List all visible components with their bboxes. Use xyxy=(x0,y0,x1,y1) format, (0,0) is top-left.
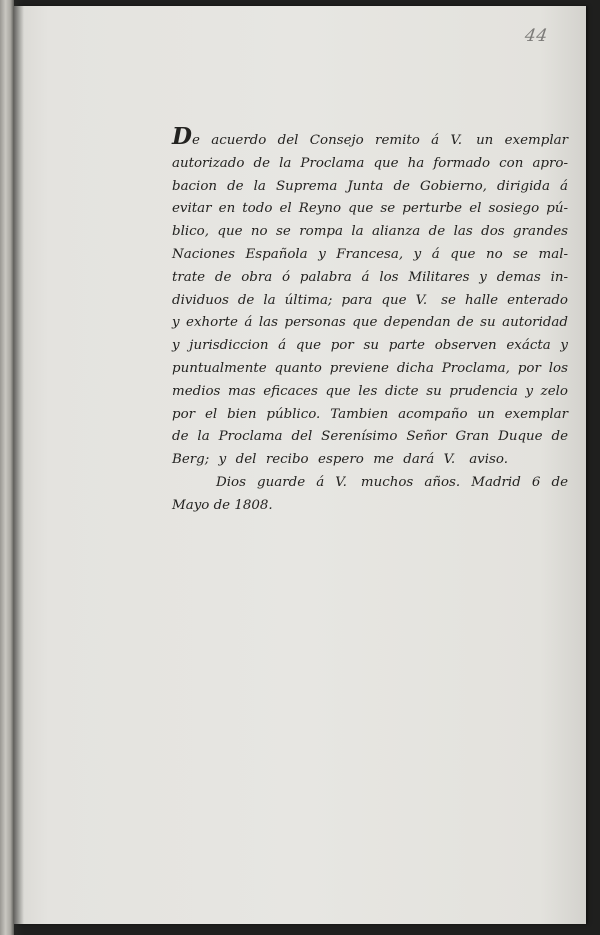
page-number: 44 xyxy=(523,26,550,46)
letter-line-8 xyxy=(172,290,568,313)
letter-line-15 xyxy=(172,449,568,472)
letter-line-text: se halle enterado xyxy=(441,292,568,308)
letter-line-10: y jurisdiccion á que por su parte observen exácta y xyxy=(172,338,568,354)
page-fold-shadow xyxy=(14,0,24,935)
letter-line-4: evitar en todo el Reyno que se perturbe el sosiego pú- xyxy=(172,201,568,217)
document-page xyxy=(14,6,586,924)
letter-line-9: y exhorte á las personas que dependan de su autoridad xyxy=(172,315,568,331)
signoff-place-date: muchos años. Madrid 6 de xyxy=(360,474,568,490)
letter-body xyxy=(172,123,568,518)
letter-line-text: un exemplar xyxy=(476,133,568,148)
signoff-line-1 xyxy=(172,472,568,495)
letter-line-1 xyxy=(172,123,568,153)
letter-line-13: por el bien público. Tambien acompaño un exemplar xyxy=(172,406,568,422)
letter-line-7: trate de obra ó palabra á los Militares y demas in- xyxy=(172,269,568,285)
letter-line-6: Naciones Española y Francesa, y á que no se mal- xyxy=(172,246,568,262)
signoff-greeting: Dios guarde á V. xyxy=(216,474,347,490)
letter-line-2: autorizado de la Proclama que ha formado con apro- xyxy=(172,155,568,171)
letter-line-5: blico, que no se rompa la alianza de las dos grandes xyxy=(172,224,568,240)
letter-line-text: Berg; y del recibo espero me dará V. xyxy=(172,452,456,468)
letter-line-11: puntualmente quanto previene dicha Proclama, por los xyxy=(172,360,568,376)
signoff-line-2: Mayo de 1808. xyxy=(172,497,273,513)
letter-line-3: bacion de la Suprema Junta de Gobierno, dirigida á xyxy=(172,178,568,194)
previous-page-edge xyxy=(0,0,14,935)
letter-line-text: e acuerdo del Consejo remito á V. xyxy=(191,133,463,148)
letter-line-text: aviso. xyxy=(469,452,508,468)
letter-line-14: de la Proclama del Serenísimo Señor Gran Duque de xyxy=(172,429,568,445)
letter-line-12: medios mas eficaces que les dicte su prudencia y zelo xyxy=(172,383,568,399)
letter-line-text: dividuos de la última; para que V. xyxy=(172,292,428,308)
drop-initial: D xyxy=(172,123,192,150)
